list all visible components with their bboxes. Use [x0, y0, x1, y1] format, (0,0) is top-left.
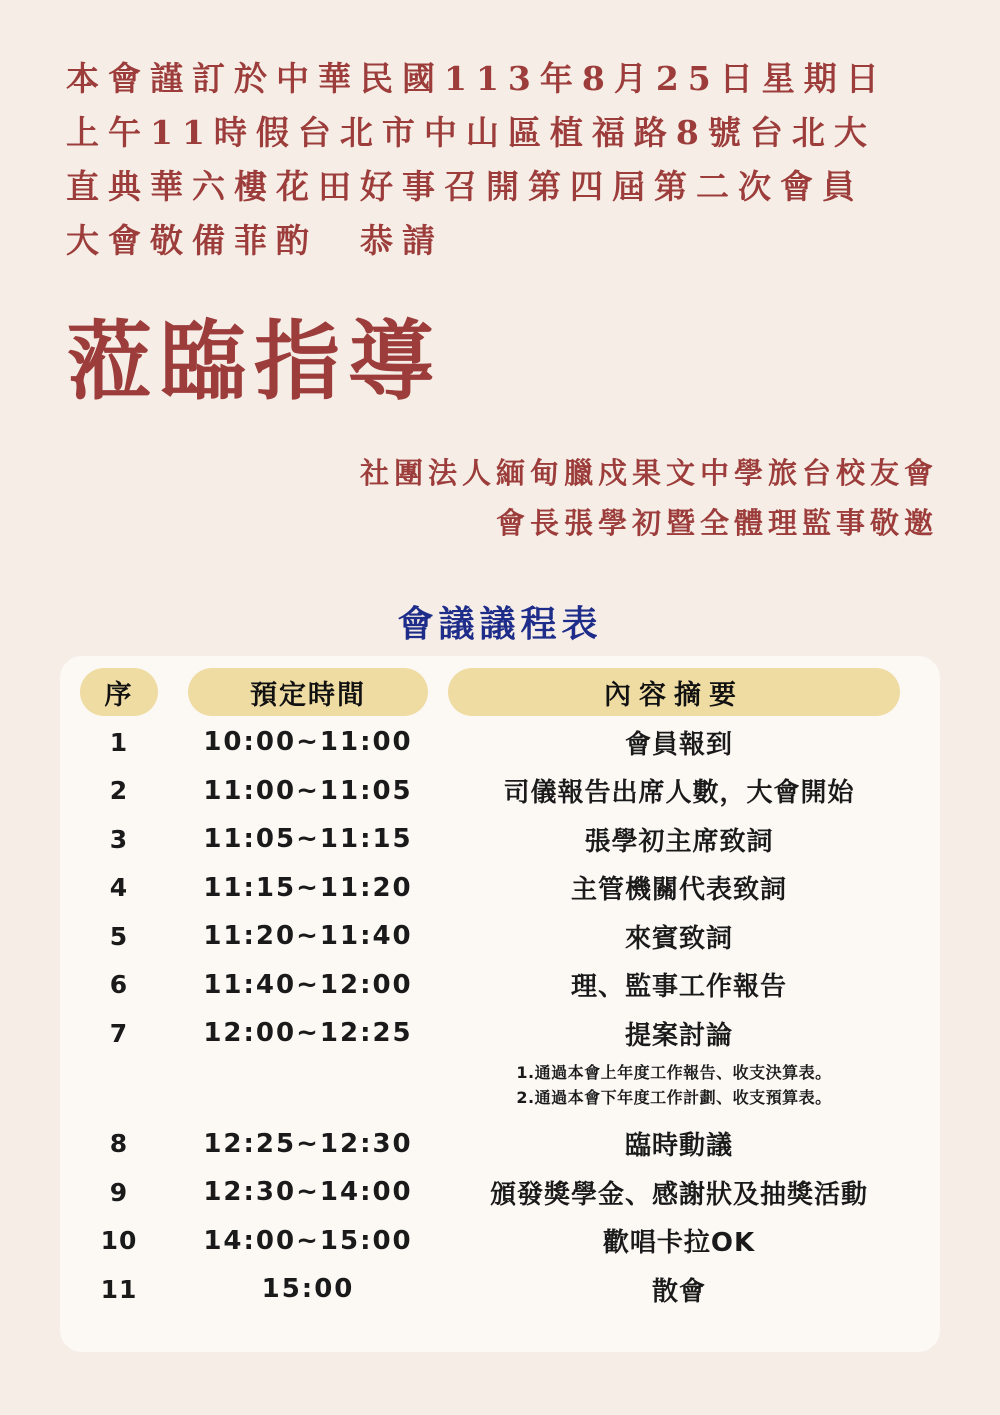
- row-seq: 1: [109, 727, 129, 757]
- row-time: 14:00~15:00: [203, 1225, 413, 1256]
- row-content: 頒發獎學金、感謝狀及抽獎活動: [489, 1179, 868, 1210]
- row-time: 12:30~14:00: [203, 1177, 413, 1208]
- row-time: 11:20~11:40: [203, 921, 413, 952]
- row-seq: 3: [109, 824, 129, 854]
- row-seq: 9: [109, 1177, 129, 1207]
- row-time: 11:40~12:00: [203, 969, 413, 1000]
- invitation-line-4: 大會敬備菲酌 恭請: [66, 221, 444, 260]
- invitation-line-2: 上午11時假台北市中山區植福路8號台北大: [66, 113, 876, 152]
- row-seq: 2: [109, 776, 129, 806]
- proposal-note-1: 1.通過本會上年度工作報告、收支決算表。: [516, 1062, 832, 1082]
- row-seq: 10: [100, 1226, 138, 1256]
- row-time: 11:00~11:05: [203, 775, 413, 806]
- host-line-1: 社團法人緬甸臘戍果文中學旅台校友會: [359, 456, 938, 490]
- table-row: [0, 912, 1000, 961]
- agenda-title: 會議議程表: [397, 603, 603, 645]
- row-content: 提案討論: [624, 1020, 733, 1051]
- row-seq: 5: [109, 921, 129, 951]
- row-seq: 11: [100, 1274, 138, 1304]
- invitation-line-1: 本會謹訂於中華民國113年8月25日星期日: [66, 59, 888, 98]
- row-time: 12:25~12:30: [203, 1128, 413, 1159]
- row-time: 15:00: [261, 1274, 355, 1305]
- agenda-table: [0, 718, 1000, 1314]
- row-time: 11:15~11:20: [203, 872, 413, 903]
- row-content: 司儀報告出席人數，大會開始: [503, 778, 855, 809]
- host-signature: [360, 448, 938, 548]
- table-row: [0, 718, 1000, 767]
- header-seq: 序: [80, 668, 158, 716]
- invitation-title: 蒞臨指導: [66, 311, 442, 412]
- table-row: [0, 1120, 1000, 1169]
- table-row: [0, 767, 1000, 816]
- table-row: [0, 1168, 1000, 1217]
- row-seq: 6: [109, 970, 129, 1000]
- row-content: 會員報到: [624, 729, 733, 760]
- table-row: [0, 815, 1000, 864]
- row-content: 主管機關代表致詞: [570, 875, 787, 906]
- table-row: [0, 864, 1000, 913]
- row-content: 來賓致詞: [624, 923, 733, 954]
- header-content: 內容摘要: [448, 668, 900, 716]
- proposal-note-2: 2.通過本會下年度工作計劃、收支預算表。: [516, 1087, 832, 1107]
- row-seq: 4: [109, 873, 129, 903]
- row-seq: 7: [109, 1018, 129, 1048]
- table-row: [0, 1217, 1000, 1266]
- row-content: 歡唱卡拉OK: [602, 1228, 756, 1259]
- invitation-line-3: 直典華六樓花田好事召開第四屆第二次會員: [66, 167, 864, 206]
- table-row: [0, 1009, 1000, 1058]
- header-time: 預定時間: [188, 668, 428, 716]
- row-time: 10:00~11:00: [203, 727, 413, 758]
- proposal-notes: [0, 1058, 1000, 1120]
- table-row: [0, 961, 1000, 1010]
- invitation-text: [66, 52, 946, 268]
- row-content: 理、監事工作報告: [570, 972, 787, 1003]
- row-content: 張學初主席致詞: [584, 826, 774, 857]
- host-line-2: 會長張學初暨全體理監事敬邀: [495, 506, 938, 540]
- row-seq: 8: [109, 1129, 129, 1159]
- row-time: 11:05~11:15: [203, 824, 413, 855]
- table-row: [0, 1265, 1000, 1314]
- row-time: 12:00~12:25: [203, 1018, 413, 1049]
- row-content: 臨時動議: [624, 1131, 733, 1162]
- row-content: 散會: [651, 1276, 706, 1307]
